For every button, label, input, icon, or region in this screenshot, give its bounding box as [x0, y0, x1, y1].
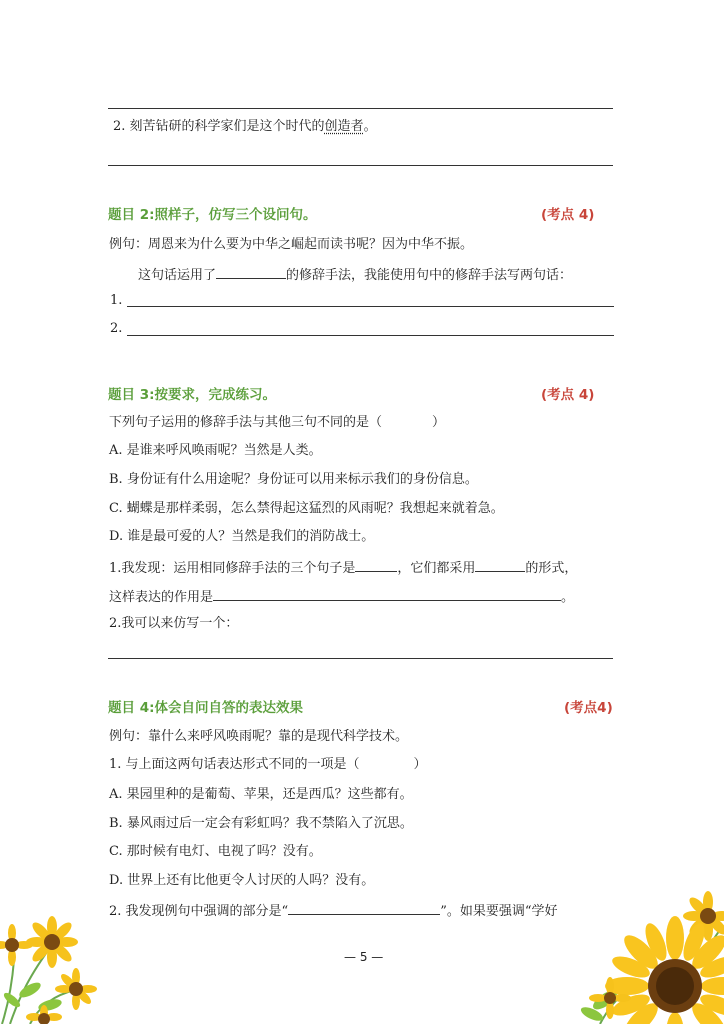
item2-emphasis: 创造者 [324, 119, 364, 134]
q3-point-badge: (考点 4) [541, 387, 595, 403]
q3-question-end: ） [432, 415, 446, 430]
q2-point-badge: (考点 4) [541, 207, 595, 223]
q3-find-line [109, 557, 577, 578]
answer-line-top[interactable] [108, 108, 613, 109]
item2-end: 。 [363, 119, 377, 134]
q4-question [109, 756, 427, 774]
q2-title: 题目 2:照样子，仿写三个设问句。 [108, 207, 317, 223]
q2-prompt-b: 的修辞手法，我能使用句中的修辞手法写两句话： [286, 268, 573, 283]
q2-prompt-a: 这句话运用了 [138, 268, 217, 283]
q4-emphasis-blank[interactable] [288, 900, 440, 915]
q4-item2-b: ”。如果要强调“学好 [440, 904, 558, 919]
q4-point-badge: (考点4) [564, 700, 613, 716]
q2-answer-line-2[interactable] [127, 335, 614, 336]
q3-option-c: C. 蝴蝶是那样柔弱，怎么禁得起这猛烈的风雨呢？我想起来就着急。 [109, 501, 504, 516]
q4-title: 题目 4:体会自问自答的表达效果 [108, 700, 303, 716]
q4-question-text: 1. 与上面这两句话表达形式不同的一项是（ [109, 757, 360, 772]
q4-option-d: D. 世界上还有比他更令人讨厌的人吗？没有。 [109, 873, 375, 888]
q2-rhetoric-blank[interactable] [216, 264, 286, 279]
q3-question [109, 414, 445, 432]
item2-text: 2. 刻苦钻研的科学家们是这个时代的 [113, 119, 325, 134]
q4-option-b: B. 暴风雨过后一定会有彩虹吗？我不禁陷入了沉思。 [109, 816, 413, 831]
q3-imitate: 2.我可以来仿写一个： [109, 616, 239, 631]
q2-answer-line-1[interactable] [127, 306, 614, 307]
q3-option-d: D. 谁是最可爱的人？当然是我们的消防战士。 [109, 529, 375, 544]
page-number: — 5 — [344, 950, 384, 964]
answer-line-item2[interactable] [108, 165, 613, 166]
q3-form-blank[interactable] [475, 557, 525, 572]
q3-question-text: 下列句子运用的修辞手法与其他三句不同的是（ [109, 415, 383, 430]
sunflower-right-decoration [580, 890, 724, 1024]
q4-item2-a: 2. 我发现例句中强调的部分是“ [109, 904, 289, 919]
q2-example: 例句：周恩来为什么要为中华之崛起而读书呢？因为中华不振。 [109, 237, 474, 252]
q3-effect-b: 。 [561, 590, 575, 605]
section1-item2 [113, 118, 377, 136]
q3-find-b: ，它们都采用 [397, 561, 476, 576]
q3-title: 题目 3:按要求，完成练习。 [108, 387, 276, 403]
q3-option-a: A. 是谁来呼风唤雨呢？当然是人类。 [109, 443, 322, 458]
q3-effect-blank[interactable] [213, 586, 561, 601]
sunflower-icon [26, 916, 78, 968]
sunflower-left-decoration [0, 905, 110, 1024]
q2-prompt [138, 264, 572, 285]
q3-find-a: 1.我发现：运用相同修辞手法的三个句子是 [109, 561, 356, 576]
q2-line2-label: 2. [110, 321, 123, 336]
q3-sentences-blank[interactable] [355, 557, 397, 572]
q3-effect-line [109, 586, 574, 607]
q4-item2 [109, 900, 557, 921]
q3-imitate-line[interactable] [108, 658, 613, 659]
q3-option-b: B. 身份证有什么用途呢？身份证可以用来标示我们的身份信息。 [109, 472, 478, 487]
q3-find-c: 的形式， [525, 561, 578, 576]
q4-question-end: ） [413, 757, 427, 772]
q4-option-a: A. 果园里种的是葡萄、苹果，还是西瓜？这些都有。 [109, 787, 413, 802]
q4-option-c: C. 那时候有电灯、电视了吗？没有。 [109, 844, 322, 859]
q2-line1-label: 1. [110, 293, 123, 308]
q4-example: 例句：靠什么来呼风唤雨呢？靠的是现代科学技术。 [109, 729, 409, 744]
q3-effect-a: 这样表达的作用是 [109, 590, 214, 605]
